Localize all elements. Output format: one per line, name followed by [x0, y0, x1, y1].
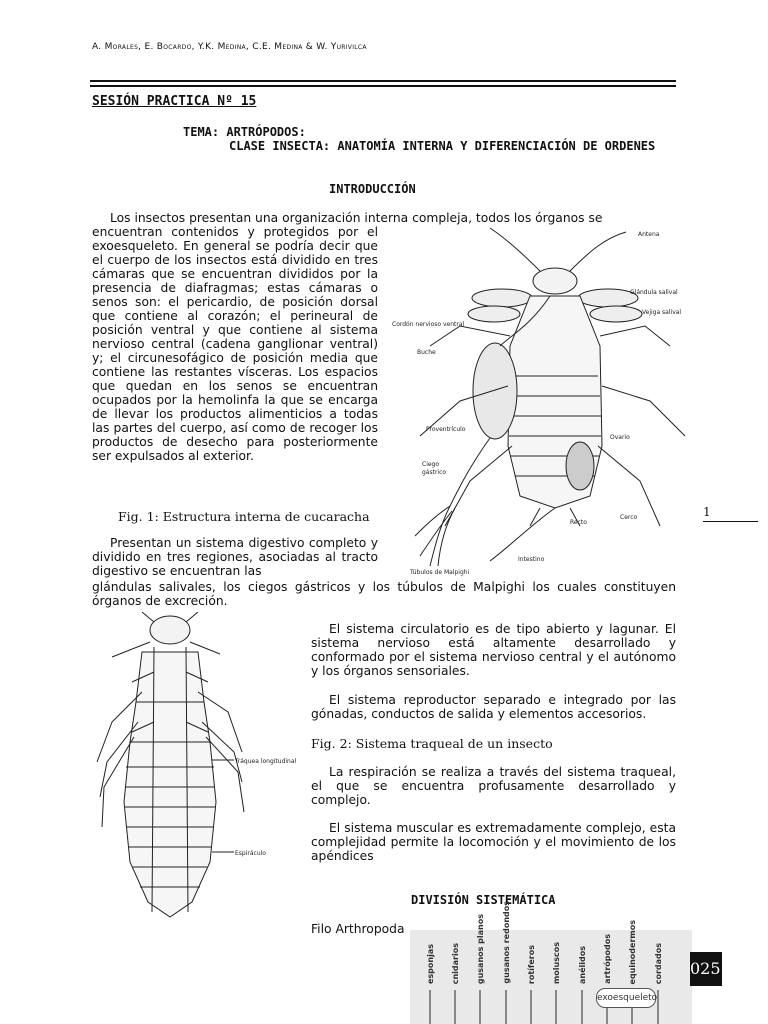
label-traquea: Tráquea longitudinal [235, 758, 297, 765]
taxon-gusanos-redondos: gusanos redondos [502, 901, 511, 984]
label-cordon: Cordón nervioso ventral [392, 321, 465, 328]
label-ciego-2: gástrico [422, 469, 447, 476]
taxon-cordados: cordados [654, 942, 663, 984]
label-buche: Buche [417, 349, 436, 356]
figure-1-caption: Fig. 1: Estructura interna de cucaracha [118, 509, 370, 524]
label-ovario: Ovario [610, 434, 630, 441]
label-ciego-1: Ciego [422, 461, 440, 468]
cladogram-tag-exoesqueleto: exoesqueleto [596, 988, 656, 1008]
paragraph-respiration: La respiración se realiza a través del sistema traqueal, el que se encuentra profusamente desarrollado y complejo. [311, 765, 676, 807]
label-tubulos: Túbulos de Malpighi [410, 569, 470, 576]
paragraph-2-end: glándulas salivales, los ciegos gástricos y los túbulos de Malpighi los cuales constituyen órganos de excreción. [92, 580, 676, 608]
clase-heading: CLASE INSECTA: ANATOMÍA INTERNA Y DIFERENCIACIÓN DE ORDENES [229, 139, 656, 153]
tracheal-illustration [92, 612, 307, 924]
header-rule-bottom [90, 85, 676, 87]
taxon-rotiferos: rotíferos [527, 944, 536, 984]
label-espiraculo: Espiráculo [235, 850, 266, 857]
taxon-anelidos: anélidos [578, 946, 587, 984]
label-proventriculo: Proventrículo [426, 426, 466, 433]
paragraph-muscular: El sistema muscular es extremadamente complejo, esta complejidad permite la locomoción y el movimiento de los apéndices [311, 821, 676, 863]
page-number: 1 [703, 505, 711, 519]
filo-label: Filo Arthropoda [311, 922, 405, 936]
tema-heading: TEMA: ARTRÓPODOS: [183, 125, 306, 139]
taxon-esponjas: esponjas [426, 943, 435, 984]
header-rule-top [90, 80, 676, 82]
paragraph-2-start: Presentan un sistema digestivo completo y dividido en tres regiones, asociadas al tracto digestivo se encuentran las [92, 536, 378, 578]
page-number-rule [703, 521, 758, 522]
paragraph-reproductive: El sistema reproductor separado e integrado por las gónadas, conductos de salida y elementos accesorios. [311, 693, 676, 721]
label-antena: Antena [638, 231, 660, 238]
taxon-gusanos-planos: gusanos planos [476, 913, 485, 984]
figure-1-cockroach [390, 226, 700, 576]
division-heading: DIVISIÓN SISTEMÁTICA [411, 893, 556, 907]
taxon-artropodos: artrópodos [603, 934, 612, 984]
header-authors: A. Morales, E. Bocardo, Y.K. Medina, C.E. Medina & W. Yurivilca [92, 42, 367, 52]
paragraph-circulatory: El sistema circulatorio es de tipo abierto y lagunar. El sistema nervioso está altamente desarrollado y conformado por el sistema nervioso central y el autónomo y los órganos sensoriales. [311, 622, 676, 678]
label-glandula: Glándula salival [630, 289, 678, 296]
label-intestino: Intestino [518, 556, 545, 563]
figure-2-caption: Fig. 2: Sistema traqueal de un insecto [311, 736, 553, 751]
session-title: SESIÓN PRACTICA Nº 15 [92, 94, 257, 109]
figure-2-tracheal-system [92, 612, 307, 924]
introduction-heading: INTRODUCCIÓN [329, 182, 416, 196]
label-vejiga: Vejiga salival [642, 309, 682, 316]
cladogram-image [410, 901, 692, 1024]
intro-paragraph-1: encuentran contenidos y protegidos por el exoesqueleto. En general se podría decir que el cuerpo de los insectos está dividido en tres cámaras que se encuentran divididos por la presencia de diafragmas; estas cámaras o senos son: el pericardio, de posición dorsal que contiene al corazón; el perineural de posición ventral y que contiene al sistema nervioso central (cadena ganglionar ventral) y; el circunesofágico de posición media que contiene las restantes vísceras. Los espacios que quedan en los senos se encuentran ocupados por la hemolinfa la que se encarga de llevar los productos alimenticios a todas las partes del cuerpo, así como de recoger los productos de desecho para posteriormente ser expulsados al exterior. [92, 225, 378, 463]
cockroach-illustration [390, 226, 700, 576]
year-badge: 025 [690, 952, 722, 986]
label-recto: Recto [570, 519, 587, 526]
label-cerco: Cerco [620, 514, 638, 521]
taxon-cnidarios: cnidarios [451, 942, 460, 984]
taxon-equinodermos: equinodermos [628, 919, 637, 984]
taxon-moluscos: moluscos [552, 941, 561, 984]
intro-line-1: Los insectos presentan una organización interna compleja, todos los órganos se [110, 211, 603, 225]
